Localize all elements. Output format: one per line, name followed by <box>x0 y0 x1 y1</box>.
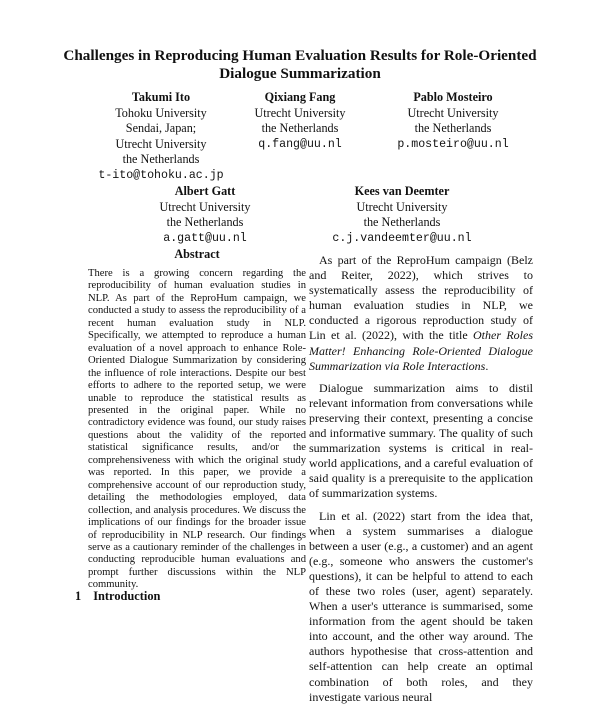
section-number: 1 <box>75 589 82 603</box>
author-affiliation: Utrecht University <box>254 105 346 120</box>
author-block <box>237 90 363 152</box>
author-affiliation: the Netherlands <box>122 152 200 167</box>
author-email: a.gatt@uu.nl <box>163 231 247 245</box>
author-affiliation: the Netherlands <box>414 121 492 136</box>
section-heading <box>75 589 172 604</box>
author-affiliation: Utrecht University <box>356 199 448 214</box>
author-email: t-ito@tohoku.ac.jp <box>98 168 224 182</box>
paragraph-text: As part of the ReproHum campaign (Belz and Reiter, 2022), which strives to systematically assess the reproducibility of human evaluation studies in NLP, we conducted a rigorous reproduction study of Lin et al. (2022), with the title <box>309 253 533 343</box>
author-affiliation: the Netherlands <box>166 215 244 230</box>
author-email: q.fang@uu.nl <box>258 137 342 151</box>
author-affiliation: Utrecht University <box>407 105 499 120</box>
author-name: Albert Gatt <box>174 184 236 198</box>
paragraph: Dialogue summarization aims to distil relevant information from conversations while preserving their context, presenting a concise and informative summary. The quality of such summarization systems is critical in real-world applications, and a careful evaluation of said quality is a prerequisite to the application of summarization systems. <box>309 380 533 501</box>
author-affiliation: Tohoku University <box>115 105 207 120</box>
abstract-heading: Abstract <box>174 247 220 261</box>
author-affiliation: the Netherlands <box>363 215 441 230</box>
author-affiliation: the Netherlands <box>261 121 339 136</box>
paragraph: Lin et al. (2022) start from the idea that, when a system summarises a dialogue between a user (e.g., a customer) and an agent (e.g., someone who answers the customer's questions), it can be helpful to attend to each of these two roles (user, agent) separately. When a user's utterance is summarised, some information from the agent should be taken into account, and the other way around. The authors hypothesise that cross-attention and self-attention can help create an optimal combination of both roles, and they investigate various neural <box>309 508 533 704</box>
author-block <box>88 90 234 184</box>
paragraph-text: . <box>485 358 489 373</box>
author-name: Qixiang Fang <box>264 90 336 104</box>
paragraph <box>309 253 533 374</box>
author-block <box>322 184 482 246</box>
intro-body <box>309 253 533 712</box>
author-block <box>137 184 273 246</box>
author-name: Pablo Mosteiro <box>413 90 493 104</box>
author-affiliation: Sendai, Japan; <box>125 121 197 136</box>
author-name: Kees van Deemter <box>354 184 450 198</box>
author-name: Takumi Ito <box>131 90 191 104</box>
author-email: p.mosteiro@uu.nl <box>397 137 509 151</box>
abstract-text: There is a growing concern regarding the reproducibility of human evaluation studies in NLP. As part of the ReproHum campaign, we conducted a study to assess the reproducibility of a recent human evaluation study in NLP. Specifically, we attempted to reproduce a human evaluation of a novel approach to enhance Role-Oriented Dialogue Summarization by considering the influence of role interactions. Despite our best efforts to adhere to the reported setup, we were unable to reproduce the statistical results as presented in the original paper. While no contradictory evidence was found, our study raises questions about the validity of the reported statistical significance results, and/or the comprehensiveness with which the original study was reported. In this paper, we provide a comprehensive account of our reproduction study, detailing the methodologies employed, data collection, and analysis procedures. We discuss the implications of our findings for the broader issue of reproducibility in NLP research. Our findings serve as a cautionary reminder of the challenges in conducting reproducible human evaluations and prompt further discussions within the NLP community. <box>88 268 306 591</box>
author-block <box>380 90 526 152</box>
paper-title: Challenges in Reproducing Human Evaluation Results for Role-Oriented Dialogue Summarization <box>63 47 537 82</box>
cited-title: Other Roles Matter! Enhancing Role-Oriented Dialogue Summarization via Role Interactions <box>309 328 533 373</box>
author-affiliation: Utrecht University <box>115 136 207 151</box>
author-email: c.j.vandeemter@uu.nl <box>332 231 472 245</box>
author-affiliation: Utrecht University <box>159 199 251 214</box>
section-title: Introduction <box>93 589 161 603</box>
